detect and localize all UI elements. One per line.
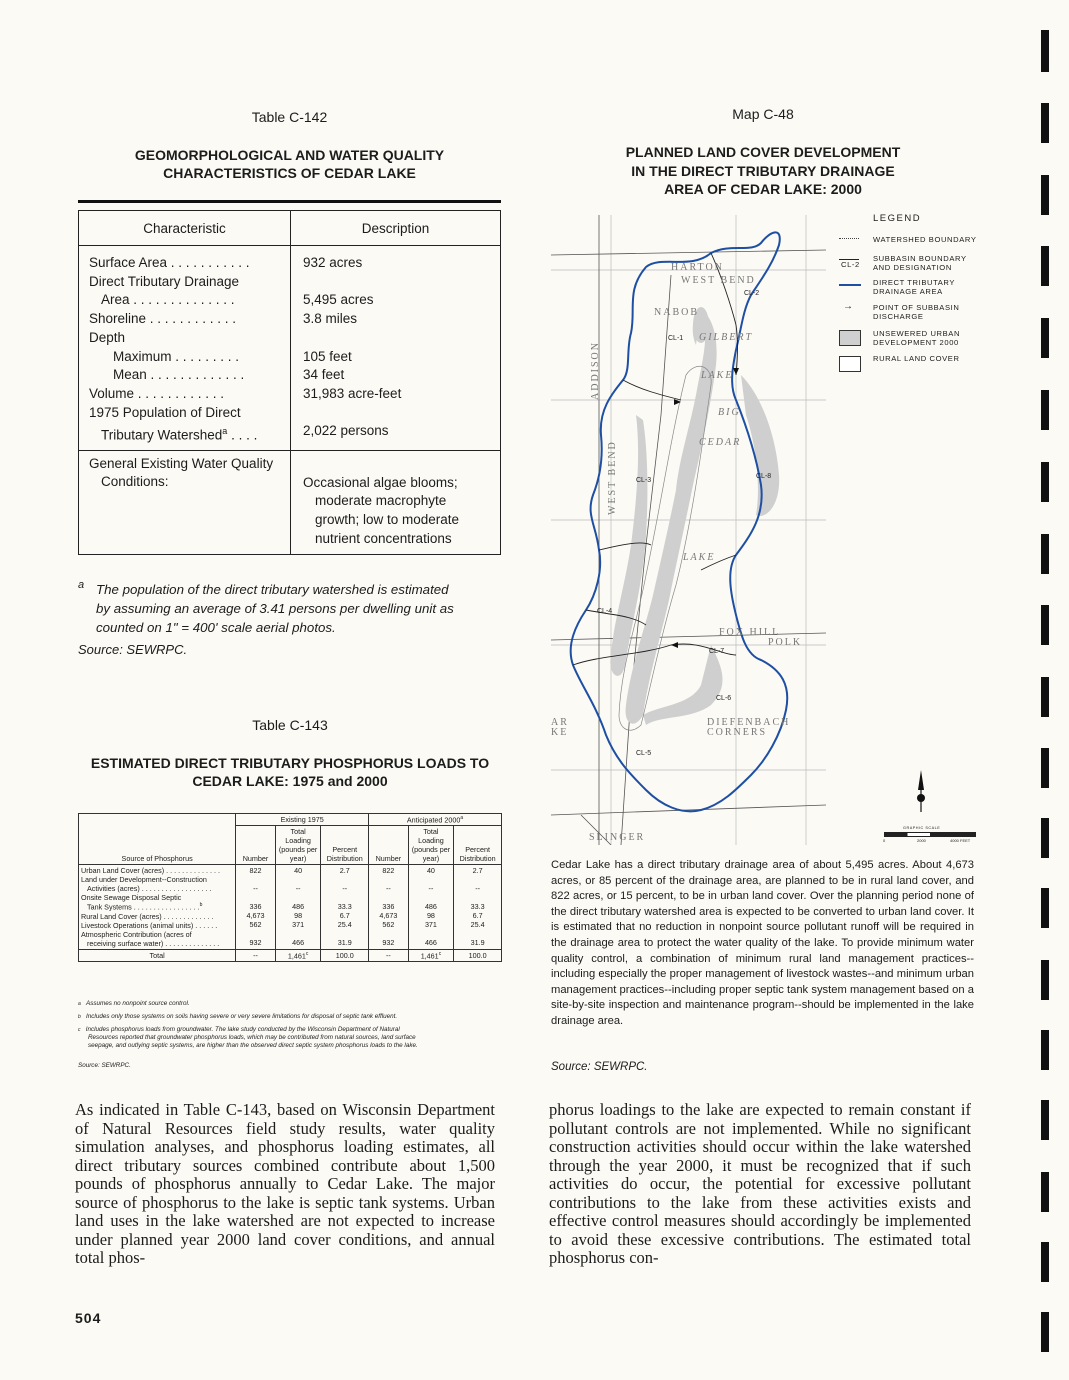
source-label: Rural Land Cover (acres) . . . . . . . . . . . . . [81, 911, 214, 921]
row-label: Area . . . . . . . . . . . . . . [101, 292, 235, 308]
place-label: POLK [768, 637, 803, 648]
place-label: LAKE [683, 552, 716, 563]
row-label: Surface Area . . . . . . . . . . . [89, 255, 250, 270]
table-142-title-line1: GEOMORPHOLOGICAL AND WATER QUALITY [134, 147, 445, 163]
table-143-title-line2: CEDAR LAKE: 1975 and 2000 [192, 773, 388, 789]
row-value: 34 feet [303, 367, 345, 383]
urban-development-areas [610, 307, 779, 725]
water-quality-label-cell [79, 450, 291, 555]
subbasin-label-cl8: CL-8 [756, 473, 772, 480]
map-label: Map C-48 [732, 106, 794, 122]
wq-value-line: Occasional algae blooms; [303, 474, 458, 490]
table-142-title-line2: CHARACTERISTICS OF CEDAR LAKE [163, 165, 416, 181]
description-cell [291, 246, 501, 451]
row-value: 31,983 acre-feet [303, 385, 402, 401]
binder-mark [1041, 103, 1049, 143]
footnote-line: by assuming an average of 3.41 persons per dwelling unit as [96, 601, 454, 616]
row-label-watershed [89, 422, 290, 445]
binder-mark [1041, 1030, 1049, 1070]
total-label: Total [79, 949, 236, 961]
header-number: Number [236, 826, 276, 865]
footnote-text: Resources reported that groundwater phosphorus loads, which may be contributed from natural sources, land surface [88, 1034, 416, 1042]
cell-value: 336 [382, 902, 395, 912]
wq-label-line2: Conditions: [101, 474, 169, 490]
source-label: Atmospheric Contribution (acres of [81, 929, 192, 939]
source-label: Livestock Operations (animal units) . . . . . . [81, 920, 218, 930]
table-142-footnote [78, 580, 502, 637]
binder-mark [1041, 960, 1049, 1000]
source-label: Activities (acres) . . . . . . . . . . . . . . . . . . [87, 884, 212, 894]
row-label: Mean . . . . . . . . . . . . . [113, 367, 245, 383]
total-value-text: 1,461 [420, 951, 439, 961]
row-value [303, 273, 500, 292]
characteristic-cell [79, 246, 291, 451]
row-value: 5,495 acres [303, 292, 374, 308]
table-143-title-line1: ESTIMATED DIRECT TRIBUTARY PHOSPHORUS LOADS TO [90, 755, 490, 771]
subbasin-label-cl3: CL-3 [636, 477, 652, 484]
binder-mark [1041, 677, 1049, 717]
cell-value: 932 [382, 938, 395, 948]
rural-swatch [839, 356, 861, 372]
total-value: -- [236, 949, 276, 961]
row-value [303, 329, 500, 348]
total-value: 1,461$^c$ [408, 949, 454, 961]
binder-mark [1041, 462, 1049, 502]
binder-mark [1041, 818, 1049, 858]
values-col [454, 865, 502, 949]
table-143-label: Table C-143 [252, 717, 328, 733]
wq-label-line1: General Existing Water Quality [89, 455, 274, 471]
cell-value: 371 [424, 920, 437, 930]
binder-mark [1041, 748, 1049, 788]
place-label: FOX HILL [719, 627, 781, 638]
cell-value: 2.7 [339, 866, 350, 876]
cell-value: 562 [249, 920, 262, 930]
header-total-loading: Total Loading (pounds per year) [408, 826, 454, 865]
scale-tick: 0 [883, 838, 886, 843]
place-label: WEST BEND [681, 275, 756, 286]
header-source: Source of Phosphorus [79, 814, 236, 865]
cell-value: 486 [424, 902, 437, 912]
place-label: DIEFENBACH [707, 717, 791, 728]
leader-dots: . . . . [227, 427, 258, 443]
body-text-right: phorus loadings to the lake are expected to remain constant if pollutant controls are not implemented. While no significant construction activities should occur within the lake watershed through the year 2000, it must be recognized that if such activities do occur, the potential for excessive pollutant contributions to the lake from these activities exists and effective control measures should accordingly be implemented to avoid these excessive contributions. The estimated total phosphorus con- [549, 1100, 971, 1267]
watershed-boundary-swatch [839, 238, 859, 239]
table-143-fn-a: $^a$ Assumes no nonpoint source control. [78, 1000, 190, 1007]
cell-value: -- [295, 884, 301, 894]
source-label: Onsite Sewage Disposal Septic [81, 893, 182, 903]
header-total-loading: Total Loading (pounds per year) [275, 826, 321, 865]
header-anticipated-2000: Anticipated 2000$^a$ [369, 814, 502, 826]
row-label: Volume . . . . . . . . . . . . [89, 385, 225, 401]
place-label: BIG [718, 407, 741, 418]
map-canvas [551, 215, 826, 845]
row-value: 932 acres [303, 255, 363, 270]
cell-value: 932 [249, 938, 262, 948]
legend-label: UNSEWERED URBAN DEVELOPMENT 2000 [873, 329, 961, 347]
cell-value: 486 [292, 902, 305, 912]
place-label: KE [551, 727, 569, 738]
row-value [303, 404, 500, 423]
footnote-line: counted on 1" = 400' scale aerial photos. [96, 620, 336, 635]
row-label: Shoreline . . . . . . . . . . . . [89, 311, 237, 327]
map-caption: Cedar Lake has a direct tributary drainage area of about 5,495 acres. About 4,673 acres, or 85 percent of the drainage area, are planned to be in rural land cover, and 822 acres, or 15 percent, to be in urban land cover. Over the planning period none of the direct tributary watershed area is expected to be converted to urban land cover. It is estimated that no reduction in nonpoint source pollutant runoff will be required in the drainage area to protect the water quality of the lake. To provide minimum water quality control, a combination of minimum rural land management practices--including especially the proper management of livestock wastes--and minimum urban management practices--including proper septic tank system management based on a site-by-site inspection and maintenance program--should be implemented in the lake drainage area. [551, 859, 974, 1027]
cell-value: 2.7 [472, 866, 483, 876]
map-source: Source: SEWRPC. [551, 1061, 648, 1073]
binder-mark [1041, 1242, 1049, 1282]
cell-value: -- [342, 884, 348, 894]
place-label: WEST BEND [607, 440, 618, 515]
north-arrow-icon [911, 770, 931, 815]
subbasin-label-cl7: CL-7 [709, 648, 725, 655]
subbasin-label-cl4: CL-4 [597, 608, 613, 615]
subbasin-code: CL-2 [841, 260, 860, 269]
binder-mark [1041, 1100, 1049, 1140]
table-142-rule [78, 200, 501, 203]
footnote-text: Includes phosphorus loads from groundwater. The lake study conducted by the Wisconsin Department of Natural [85, 1026, 400, 1033]
wq-value-line: nutrient concentrations [315, 530, 452, 546]
row-label: Maximum . . . . . . . . . [113, 348, 240, 364]
cell-value: 6.7 [339, 911, 350, 921]
cell-value: 98 [294, 911, 303, 921]
source-label: Tank Systems . . . . . . . . . . . . . . . . .$^b$ [87, 902, 203, 912]
binder-mark [1041, 390, 1049, 430]
footnote-marker: a [78, 579, 85, 591]
values-col [369, 865, 409, 949]
table-142 [78, 210, 501, 555]
legend-label: RURAL LAND COVER [873, 354, 960, 363]
place-label: AR [551, 717, 569, 728]
cell-value: 25.4 [470, 920, 485, 930]
place-label: ADDISON [590, 341, 601, 400]
cell-value: 336 [249, 902, 262, 912]
subbasin-label-cl2: CL-2 [744, 290, 760, 297]
body-text-left: As indicated in Table C-143, based on Wisconsin Department of Natural Resources field study results, water quality simulation analyses, and phosphorus loading estimates, all direct tributary sources combined contribute about 1,500 pounds of phosphorus annually to Cedar Lake. The major source of phosphorus to the lake is septic tank systems. Urban land uses in the lake watershed are not expected to increase under planned year 2000 land cover conditions, and annual total phos- [75, 1100, 495, 1267]
total-value-text: 1,461 [287, 951, 306, 961]
map-title-line1: PLANNED LAND COVER DEVELOPMENT [625, 144, 901, 160]
place-label: HARTON [671, 262, 724, 273]
page-number: 504 [75, 1310, 102, 1326]
binder-mark [1041, 318, 1049, 358]
map-title [551, 143, 975, 199]
row-value: 3.8 miles [303, 311, 358, 327]
cell-value: 822 [249, 866, 262, 876]
footnote-text: Includes only those systems on soils having severe or very severe limitations for disposal of septic tank effluent. [86, 1013, 398, 1020]
legend-label: SUBBASIN BOUNDARY AND DESIGNATION [873, 254, 967, 272]
cell-value: -- [385, 884, 391, 894]
subbasin-label-cl1: CL-1 [668, 335, 684, 342]
table-row [79, 865, 502, 949]
values-col [321, 865, 369, 949]
graphic-scale-bar [884, 832, 976, 837]
footnote-text: seepage, and outlying septic systems, are higher than the observed direct septic system phosphorus loads to the lake. [88, 1042, 418, 1050]
cell-value: 371 [292, 920, 305, 930]
col-header-description: Description [291, 211, 501, 246]
subbasin-label-cl5: CL-5 [636, 750, 652, 757]
legend-label: POINT OF SUBBASIN DISCHARGE [873, 303, 960, 321]
arrow-icon: → [843, 301, 853, 312]
table-143-title [78, 754, 502, 790]
place-label: CEDAR [699, 437, 742, 448]
values-col [236, 865, 276, 949]
row-label: Direct Tributary Drainage [89, 273, 240, 289]
binder-mark [1041, 1312, 1049, 1352]
cell-value: -- [475, 884, 481, 894]
drainage-area-swatch [839, 284, 861, 286]
place-label: CORNERS [707, 727, 768, 738]
values-col [275, 865, 321, 949]
place-label: GILBERT [699, 332, 753, 343]
header-number: Number [369, 826, 409, 865]
table-142-source: Source: SEWRPC. [78, 642, 188, 657]
header-percent: Percent Distribution [321, 826, 369, 865]
row-label: Depth [89, 329, 126, 345]
binder-mark [1041, 1172, 1049, 1212]
legend-label: DIRECT TRIBUTARY DRAINAGE AREA [873, 278, 955, 296]
legend-title: LEGEND [873, 213, 922, 224]
place-label: SLINGER [589, 832, 646, 843]
cell-value: 562 [382, 920, 395, 930]
table-143-source: Source: SEWRPC. [78, 1062, 131, 1069]
cell-value: 466 [292, 938, 305, 948]
header-existing-1975: Existing 1975 [236, 814, 369, 826]
graphic-scale-label: GRAPHIC SCALE [903, 826, 941, 830]
binder-mark [1041, 534, 1049, 574]
cell-value: 33.3 [337, 902, 352, 912]
row-label-text: Tributary Watershed [101, 427, 223, 443]
water-quality-value-cell [291, 450, 501, 555]
binder-mark [1041, 246, 1049, 286]
source-label-text: Tank Systems . . . . . . . . . . . . . . . . . [87, 902, 200, 912]
legend-label: WATERSHED BOUNDARY [873, 235, 977, 244]
binder-mark [1041, 605, 1049, 645]
table-142-label: Table C-142 [251, 109, 328, 125]
row-value: 105 feet [303, 348, 352, 364]
cell-value: 31.9 [470, 938, 485, 948]
cell-value: 98 [426, 911, 435, 921]
total-value: -- [369, 949, 409, 961]
col-header-characteristic: Characteristic [79, 211, 291, 246]
subbasin-label-cl6: CL-6 [716, 695, 732, 702]
footnote-text: Assumes no nonpoint source control. [86, 1000, 190, 1007]
cell-value: 822 [382, 866, 395, 876]
scale-tick: 2000 [917, 838, 926, 843]
map-title-line2: IN THE DIRECT TRIBUTARY DRAINAGE [631, 162, 895, 179]
binder-mark [1041, 30, 1049, 72]
table-143-fn-c: $^c$ Includes phosphorus loads from groundwater. The lake study conducted by the Wisconsin Department of Natural Resources reported that groundwater phosphorus loads, which may be contributed from natural sources, land surface seepage, and outlying septic systems, are higher than the observed direct septic system phosphorus loads to the lake. [78, 1026, 502, 1051]
cell-value: 40 [426, 866, 435, 876]
cell-value: 466 [424, 938, 437, 948]
source-label: Urban Land Cover (acres) . . . . . . . . . . . . . . [81, 866, 221, 876]
place-label: NABOB [654, 307, 700, 318]
total-value: 100.0 [454, 949, 502, 961]
cell-value: 40 [294, 866, 303, 876]
cell-value: -- [428, 884, 434, 894]
table-143-fn-b: $^b$ Includes only those systems on soils having severe or very severe limitations for disposal of septic tank effluent. [78, 1013, 398, 1020]
cell-value: 31.9 [337, 938, 352, 948]
cell-value: 4,673 [379, 911, 398, 921]
scale-tick: 4000 FEET [950, 838, 971, 843]
total-value: 100.0 [321, 949, 369, 961]
source-label: receiving surface water) . . . . . . . . . . . . . . [87, 938, 220, 948]
wq-value-line: moderate macrophyte [315, 493, 447, 509]
source-label: Land under Development--Construction [81, 875, 207, 885]
footnote-line: The population of the direct tributary watershed is estimated [96, 582, 449, 597]
binder-mark [1041, 888, 1049, 928]
header-percent: Percent Distribution [454, 826, 502, 865]
header-anticipated-text: Anticipated 2000 [406, 815, 461, 825]
table-143 [78, 813, 502, 962]
table-142-title [78, 146, 501, 182]
row-label: 1975 Population of Direct [89, 404, 241, 420]
cell-value: 33.3 [470, 902, 485, 912]
total-row [79, 949, 502, 961]
values-col [408, 865, 454, 949]
row-value: 2,022 persons [303, 423, 389, 439]
cell-value: 4,673 [246, 911, 265, 921]
wq-value-line: growth; low to moderate [315, 511, 460, 527]
cell-value: -- [253, 884, 258, 894]
footnote-marker: a [222, 426, 228, 437]
urban-swatch [839, 330, 861, 346]
cell-value: 6.7 [472, 911, 483, 921]
total-value: 1,461$^c$ [275, 949, 321, 961]
binder-mark [1041, 175, 1049, 215]
cell-value: 25.4 [337, 920, 352, 930]
map-title-line3: AREA OF CEDAR LAKE: 2000 [664, 181, 862, 197]
place-label: LAKE [701, 370, 734, 381]
source-cell [79, 865, 236, 949]
